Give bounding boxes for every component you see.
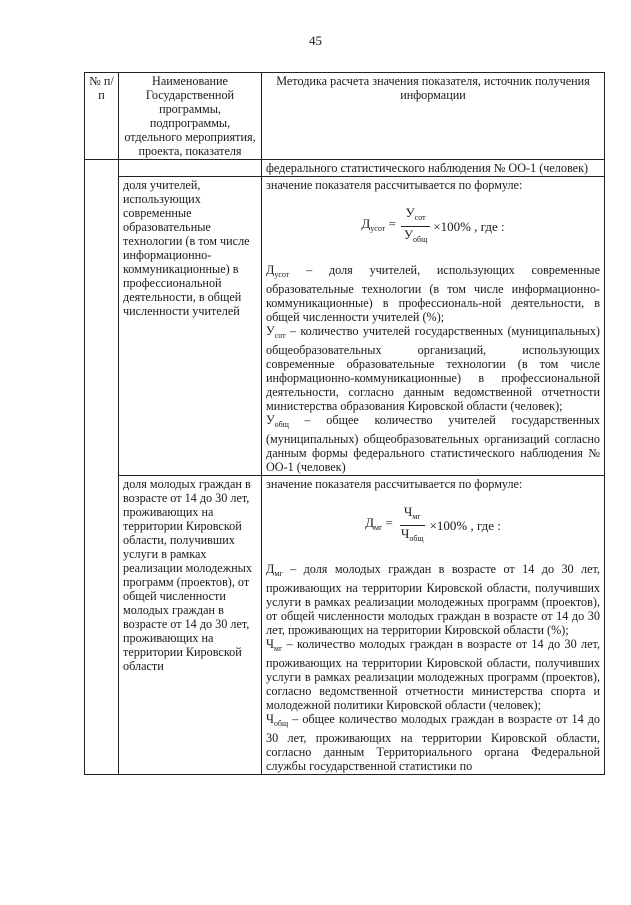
definition: [266, 637, 600, 712]
def-symbol: Д: [266, 263, 275, 277]
table-row: [85, 177, 605, 476]
table-row: [85, 476, 605, 775]
formula-tail: ×100% , где :: [433, 218, 505, 234]
def-symbol: У: [266, 413, 275, 427]
indicator-name: доля молодых граждан в возрасте от 14 до 30 лет, проживающих на территории Кировской области, получивших услуги в рамках реализации молодежных программ (проектов), от общей численности молодых граждан в возрасте от 14 до 30 лет, проживающих на территории Кировской области: [119, 476, 262, 775]
indicator-table: [84, 72, 605, 775]
table-row: [85, 160, 605, 177]
row-number-cell: [85, 160, 119, 775]
definition: [266, 562, 600, 637]
def-symbol: Ч: [266, 712, 274, 726]
formula-numerator-sub: сот: [414, 213, 426, 222]
formula-numerator: Ч: [403, 504, 413, 519]
def-symbol: У: [266, 324, 275, 338]
formula-numerator-sub: мг: [412, 512, 421, 521]
def-symbol-sub: общ: [273, 719, 289, 728]
definition: [266, 324, 600, 413]
def-text: – общее количество учителей государственных (муниципальных) общеобразовательных организаций согласно данным формы федерального статистического наблюдения № ОО-1 (человек): [266, 413, 600, 474]
def-text: – доля учителей, использующих современные образовательные технологии (в том числе информационно-коммуникационные) в профессиональ-ной деятельности, в общей численности учителей (%);: [266, 263, 600, 324]
table-header-row: [85, 73, 605, 160]
def-symbol-sub: сот: [274, 331, 286, 340]
header-method: Методика расчета значения показателя, источник получения информации: [262, 73, 605, 160]
formula: $Д_{мг}$ = $\frac{Ч_{мг}}{Ч_{общ}}$ ×100% , где :: [266, 505, 600, 546]
def-symbol-sub: мг: [274, 569, 283, 578]
method-intro: значение показателя рассчитывается по формуле:: [266, 178, 523, 192]
formula-lhs-sub: усот: [370, 224, 386, 233]
method-cell: [262, 177, 605, 476]
definition: [266, 263, 600, 324]
formula-denominator: У: [403, 227, 414, 242]
formula-fraction: [397, 505, 428, 546]
def-symbol-sub: усот: [274, 270, 290, 279]
header-num: № п/п: [85, 73, 119, 160]
method-intro: значение показателя рассчитывается по формуле:: [266, 477, 523, 491]
formula-lhs: Д: [365, 515, 374, 530]
indicator-name: доля учителей, использующих современные образовательные технологии (в том числе информационно-коммуникационные) в профессиональной деятельности, в общей численности учителей: [119, 177, 262, 476]
def-symbol-sub: общ: [274, 420, 289, 429]
continuation-name-cell: [119, 160, 262, 177]
def-text: – доля молодых граждан в возрасте от 14 до 30 лет, проживающих на территории Кировской области, получивших услуги в рамках реализации молодежных программ (проектов), от общей численности молодых граждан в возрасте от 14 до 30 лет, проживающих на территории Кировской области (%);: [266, 562, 600, 637]
def-text: – количество молодых граждан в возрасте от 14 до 30 лет, проживающих на территории Кировской области, получивших услуги в рамках реализации молодежных программ (проектов), согласно ведомственной отчетности министерства спорта и молодежной политики Кировской области (человек);: [266, 637, 600, 712]
formula-denominator-sub: общ: [413, 235, 428, 244]
def-symbol-sub: мг: [273, 644, 283, 653]
definition: [266, 413, 600, 474]
continuation-text: федерального статистического наблюдения № ОО-1 (человек): [262, 160, 605, 177]
formula-denominator-sub: общ: [409, 534, 424, 543]
definition: [266, 712, 600, 773]
formula: $Д_{усот}$ = $\frac{У_{сот}}{У_{общ}}$ ×100% , где :: [266, 206, 600, 247]
formula-denominator: Ч: [400, 526, 410, 541]
def-text: – общее количество молодых граждан в возрасте от 14 до 30 лет, проживающих на территории Кировской области, согласно данным Территориального органа Федеральной службы государственной статистики по: [266, 712, 600, 773]
formula-fraction: [400, 206, 431, 247]
method-cell: [262, 476, 605, 775]
formula-lhs: Д: [361, 216, 371, 231]
def-text: – количество учителей государственных (муниципальных) общеобразовательных организаций, использующих современные образовательные технологии (в том числе информационно-коммуникационные) в профессиональной деятельности, согласно данным ведомственной отчетности министерства образования Кировской области (человек);: [266, 324, 600, 413]
formula-tail: ×100% , где :: [429, 517, 501, 533]
formula-lhs-sub: мг: [373, 523, 383, 532]
def-symbol: Д: [266, 562, 275, 576]
page-number: 45: [309, 33, 322, 48]
def-symbol: Ч: [266, 637, 274, 651]
formula-numerator: У: [405, 205, 415, 220]
header-name: Наименование Государственной программы, подпрограммы, отдельного мероприятия, проекта, показателя: [119, 73, 262, 160]
